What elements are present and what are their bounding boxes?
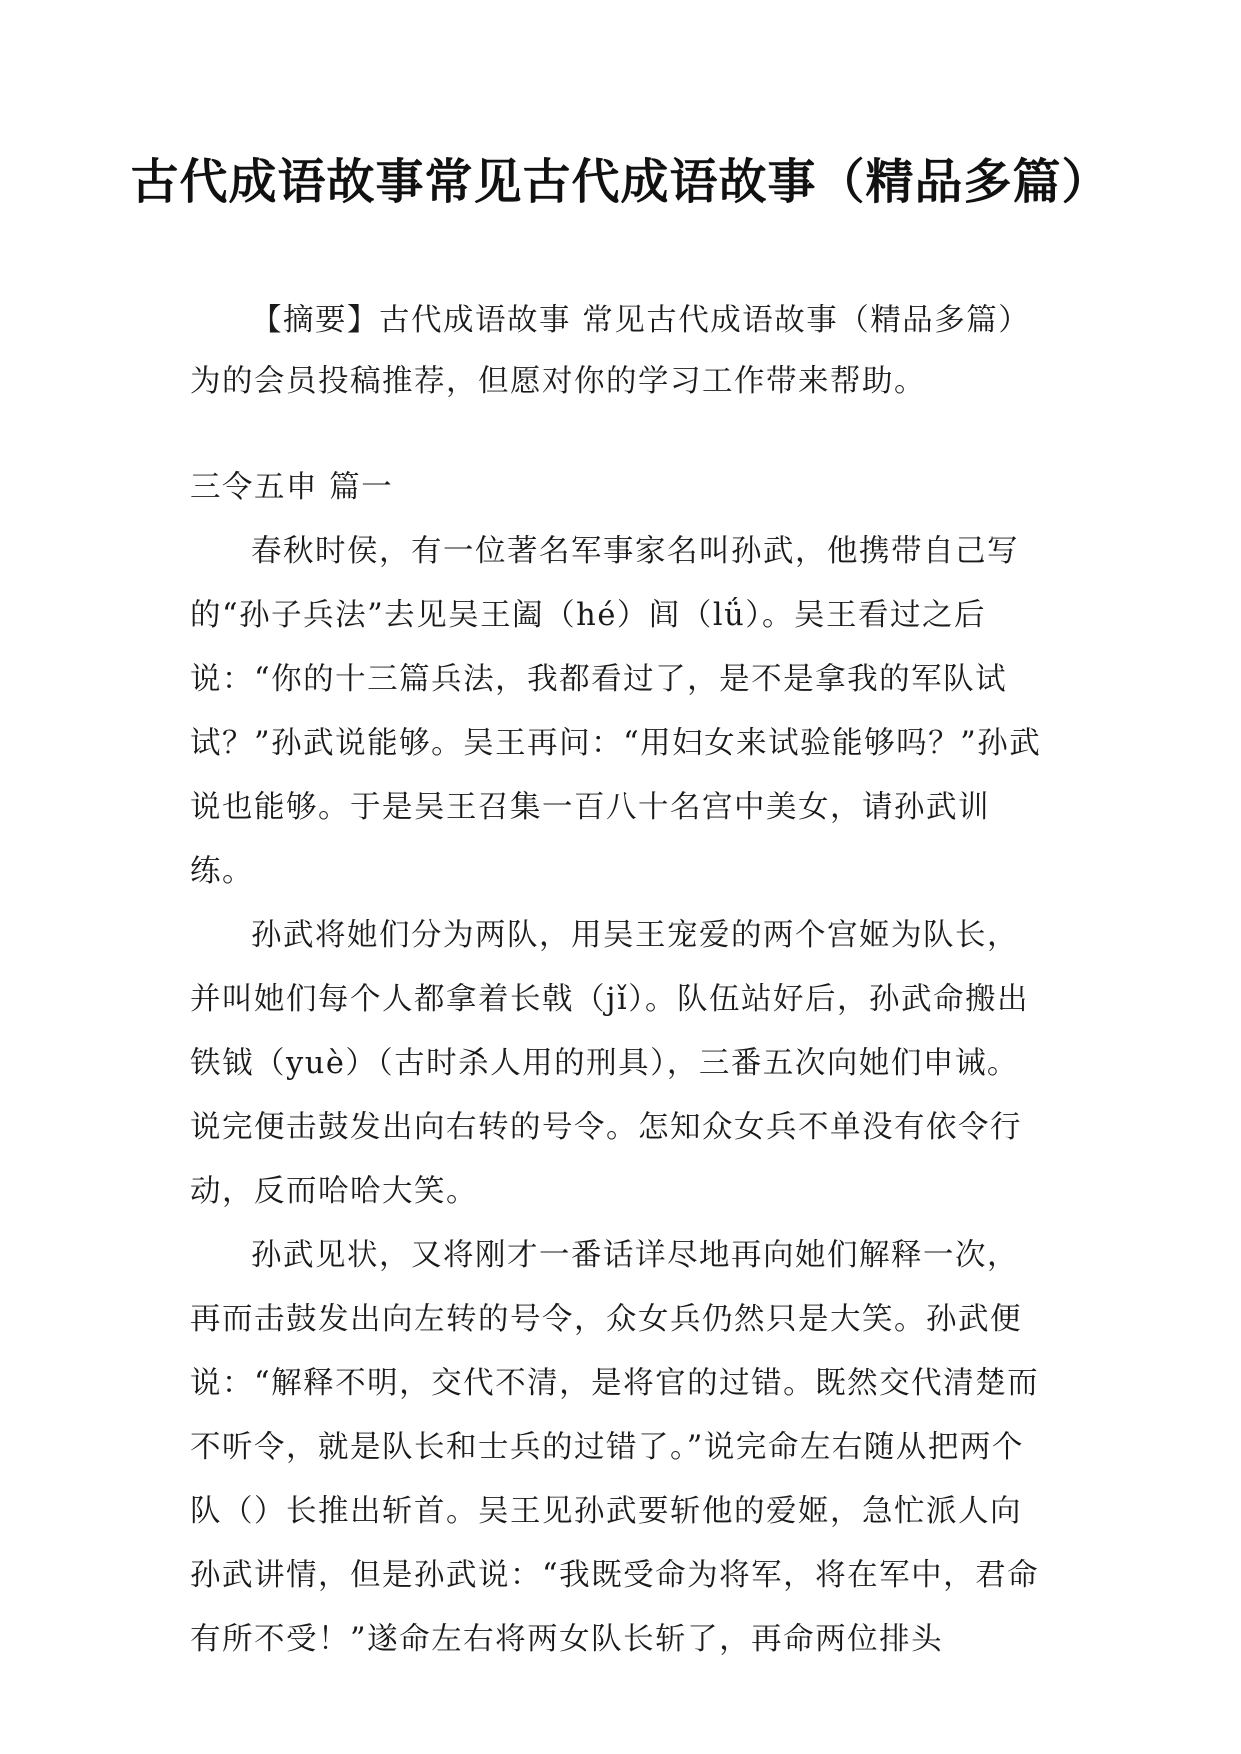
story-paragraph-1: 春秋时侯，有一位著名军事家名叫孙武，他携带自己写的“孙子兵法”去见吴王阖（hé）闾（lǘ）。吴王看过之后说：“你的十三篇兵法，我都看过了，是不是拿我的军队试试？”孙武说能够。吴王再问：“用妇女来试验能够吗？”孙武说也能够。于是吴王召集一百八十名宫中美女，请孙武训练。 [190,534,1042,889]
abstract-paragraph: 【摘要】古代成语故事 常见古代成语故事（精品多篇）为的会员投稿推荐，但愿对你的学习工作带来帮助。 [190,303,1031,399]
document-title: 古代成语故事常见古代成语故事（精品多篇） [130,154,1111,210]
story-paragraph-3: 孙武见状，又将刚才一番话详尽地再向她们解释一次，再而击鼓发出向左转的号令，众女兵仍然只是大笑。孙武便说：“解释不明，交代不清，是将官的过错。既然交代清楚而不听令，就是队长和士兵的过错了。”说完命左右随从把两个队（）长推出斩首。吴王见孙武要斩他的爱姬，急忙派人向孙武讲情，但是孙武说：“我既受命为将军，将在军中，君命有所不受！”遂命左右将两女队长斩了，再命两位排头 [190,1238,1040,1657]
section-heading: 三令五申 篇一 [190,470,394,505]
story-body [190,520,1050,1672]
story-paragraph-2: 孙武将她们分为两队，用吴王宠爱的两个宫姬为队长，并叫她们每个人都拿着长戟（jǐ）。队伍站好后，孙武命搬出铁钺（yuè）（古时杀人用的刑具），三番五次向她们申诫。说完便击鼓发出向右转的号令。怎知众女兵不单没有依令行动，反而哈哈大笑。 [190,918,1029,1209]
